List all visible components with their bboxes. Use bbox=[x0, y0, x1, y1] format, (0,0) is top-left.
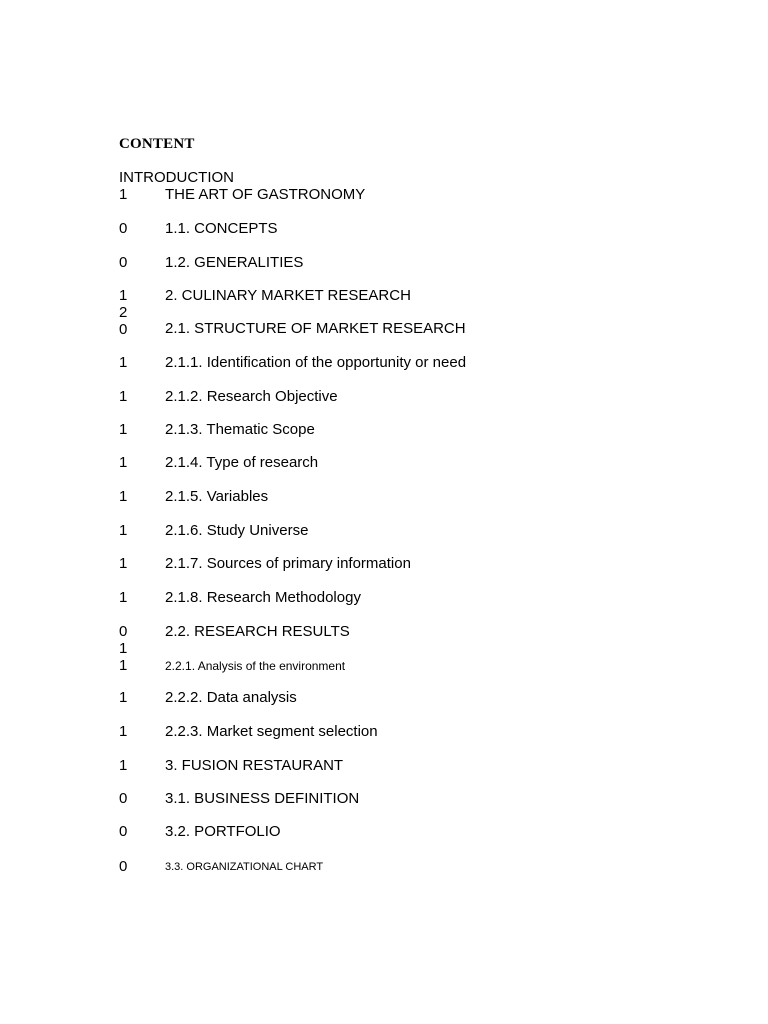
toc-entry-number: 1 bbox=[119, 454, 128, 471]
toc-entry-title: 2.2.1. Analysis of the environment bbox=[165, 659, 346, 673]
toc-entry-number: 1 bbox=[119, 522, 128, 539]
toc-entry-title: 3. FUSION RESTAURANT bbox=[165, 757, 344, 774]
toc-entry-number: 1 bbox=[119, 757, 128, 774]
toc-entry-number: 1 bbox=[119, 723, 128, 740]
toc-entry-title: 3.1. BUSINESS DEFINITION bbox=[165, 790, 360, 807]
toc-entry bbox=[119, 388, 679, 408]
toc-entry-title: THE ART OF GASTRONOMY bbox=[165, 186, 366, 203]
toc-entry-number: 1 bbox=[119, 421, 128, 438]
toc-entry-number: 0 bbox=[119, 623, 128, 640]
toc-entry bbox=[119, 454, 679, 474]
toc-entry bbox=[119, 857, 679, 877]
toc-entry-number: 1 bbox=[119, 388, 128, 405]
toc-entry-title: 1.1. CONCEPTS bbox=[165, 220, 278, 237]
toc-entry bbox=[119, 522, 679, 542]
toc-entry-title: 2. CULINARY MARKET RESEARCH bbox=[165, 287, 411, 304]
toc-entry-number: 1 bbox=[119, 689, 128, 706]
toc-entry bbox=[119, 689, 679, 709]
toc-entry-number: 1 1 bbox=[119, 640, 128, 674]
toc-entry bbox=[119, 421, 679, 441]
toc-entry-title: 2.2.3. Market segment selection bbox=[165, 723, 378, 740]
toc-entry bbox=[119, 757, 679, 777]
toc-entry-title: 2.1.1. Identification of the opportunity or need bbox=[165, 354, 467, 371]
toc-entry-number: 1 bbox=[119, 186, 128, 203]
toc-entry-number: 1 bbox=[119, 287, 128, 304]
toc-entry-title: 2.1.5. Variables bbox=[165, 488, 269, 505]
toc-entry-number: 0 bbox=[119, 790, 128, 807]
content-heading: CONTENT bbox=[119, 136, 195, 152]
toc-entry-title: 1.2. GENERALITIES bbox=[165, 254, 304, 271]
toc-entry-number: 1 bbox=[119, 589, 128, 606]
toc-entry-number: 0 bbox=[119, 220, 128, 237]
toc-entry-number: 0 bbox=[119, 823, 128, 840]
toc-entry bbox=[119, 304, 679, 340]
toc-entry bbox=[119, 354, 679, 374]
toc-entry-number: 1 bbox=[119, 555, 128, 572]
toc-entry bbox=[119, 723, 679, 743]
toc-entry bbox=[119, 186, 679, 206]
toc-entry bbox=[119, 254, 679, 274]
toc-entry bbox=[119, 640, 679, 676]
toc-entry-title: 2.1.2. Research Objective bbox=[165, 388, 338, 405]
toc-entry-number: 0 bbox=[119, 858, 128, 875]
toc-entry-title: 2.1.7. Sources of primary information bbox=[165, 555, 411, 572]
toc-entry-title: 2.1. STRUCTURE OF MARKET RESEARCH bbox=[165, 320, 466, 337]
toc-entry bbox=[119, 790, 679, 810]
toc-entry-title: 2.1.6. Study Universe bbox=[165, 522, 309, 539]
toc-entry-title: 2.1.8. Research Methodology bbox=[165, 589, 361, 606]
toc-entry bbox=[119, 589, 679, 609]
toc-entry-number: 1 bbox=[119, 488, 128, 505]
introduction-label: INTRODUCTION bbox=[119, 169, 234, 186]
toc-entry bbox=[119, 220, 679, 240]
toc-entry-number: 2 0 bbox=[119, 304, 128, 338]
toc-entry bbox=[119, 823, 679, 843]
toc-entry bbox=[119, 555, 679, 575]
toc-entry bbox=[119, 488, 679, 508]
toc-entry-title: 2.2. RESEARCH RESULTS bbox=[165, 623, 350, 640]
toc-entry bbox=[119, 287, 679, 307]
toc-entry-title: 3.2. PORTFOLIO bbox=[165, 823, 281, 840]
toc-entry-title: 2.1.3. Thematic Scope bbox=[165, 421, 315, 438]
toc-entry-title: 2.2.2. Data analysis bbox=[165, 689, 297, 706]
toc-entry-title: 2.1.4. Type of research bbox=[165, 454, 319, 471]
toc-entry-number: 0 bbox=[119, 254, 128, 271]
toc-entry-number: 1 bbox=[119, 354, 128, 371]
toc-entry-title: 3.3. ORGANIZATIONAL CHART bbox=[165, 861, 324, 873]
toc-entry bbox=[119, 623, 679, 643]
